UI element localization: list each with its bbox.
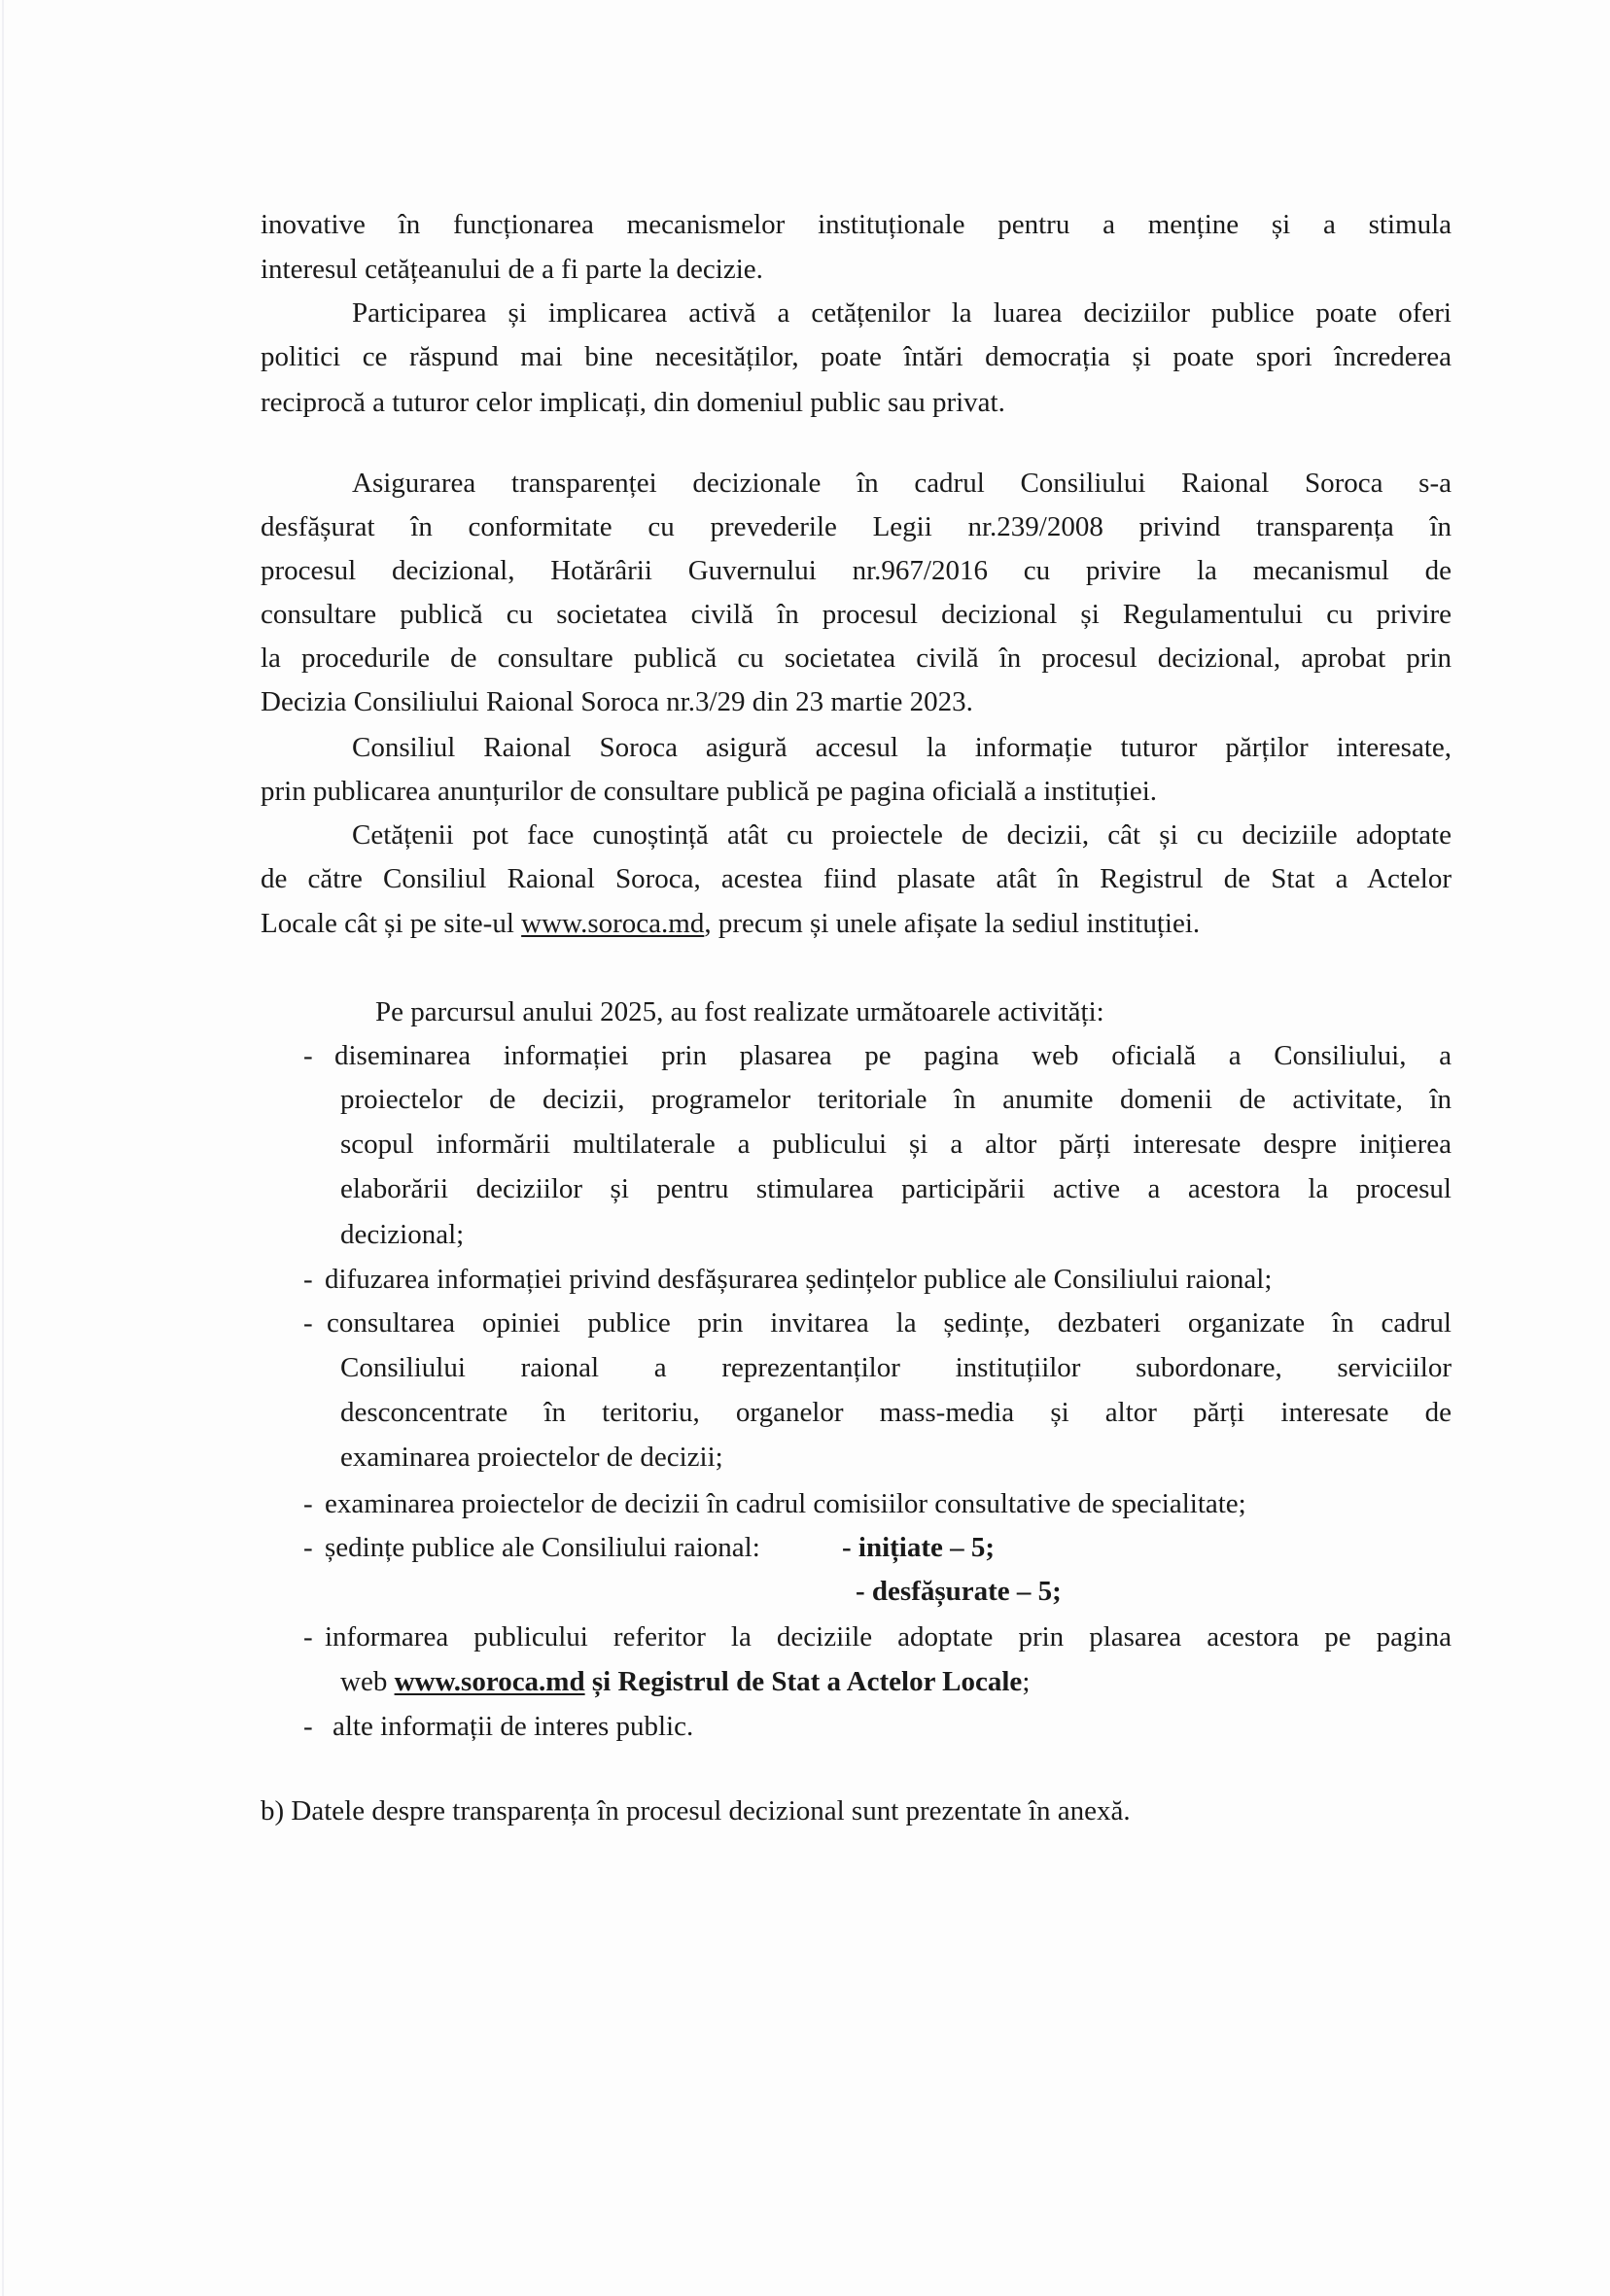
text-segment: , precum și unele afișate la sediul instituției. [704,908,1201,939]
text-segment: web [340,1666,395,1697]
text-line: de către Consiliul Raional Soroca, acestea fiind plasate atât în Registrul de Stat a Actelor [261,863,1452,894]
text-line: Consiliul Raional Soroca asigură accesul la informație tuturor părților interesate, [352,732,1452,763]
bullet-dash: - [303,1532,313,1563]
text-line: alte informații de interes public. [332,1711,694,1742]
bullet-dash: - [303,1711,313,1742]
text-line: Participarea și implicarea activă a cetățenilor la luarea deciziilor publice poate oferi [352,297,1452,329]
text-line: Asigurarea transparenței decizionale în cadrul Consiliului Raional Soroca s-a [352,468,1452,499]
text-line: Consiliului raional a reprezentanților instituțiilor subordonare, serviciilor [340,1352,1452,1383]
bullet-dash: - [303,1040,313,1071]
sessions-initiated-label: - inițiate – [842,1532,971,1563]
bullet-dash: - [303,1621,313,1652]
text-line: scopul informării multilaterale a publicului și a altor părți interesate despre inițierea [340,1129,1452,1160]
sessions-held-count: 5 [1037,1576,1053,1607]
sessions-initiated [842,1531,995,1564]
text-line: consultarea opiniei publice prin invitarea la ședințe, dezbateri organizate în cadrul [327,1307,1452,1339]
scan-edge [2,0,4,2296]
text-line: examinarea proiectelor de decizii; [340,1442,723,1473]
sessions-initiated-count: 5 [970,1532,986,1563]
text-line: ședințe publice ale Consiliului raional: [325,1532,760,1563]
text-line: diseminarea informației prin plasarea pe pagina web oficială a Consiliului, a [334,1040,1452,1071]
text-line: politici ce răspund mai bine necesităților, poate întări democrația și poate spori încrederea [261,341,1452,372]
bullet-dash: - [303,1488,313,1519]
section-b-annex-note: b) Datele despre transparența în procesul decizional sunt prezentate în anexă. [261,1795,1131,1826]
sessions-held-label: - desfășurate – [856,1576,1038,1607]
text-line [261,907,1200,940]
text-line: Decizia Consiliului Raional Soroca nr.3/29 din 23 martie 2023. [261,686,973,717]
registry-name: și Registrul de Stat a Actelor Locale [584,1666,1023,1697]
text-segment: ; [985,1532,996,1563]
text-line: prin publicarea anunțurilor de consultare publică pe pagina oficială a instituției. [261,776,1158,807]
text-segment: ; [1022,1666,1031,1697]
text-line: desfășurat în conformitate cu prevederile Legii nr.239/2008 privind transparența în [261,511,1452,542]
text-line: interesul cetățeanului de a fi parte la decizie. [261,254,763,285]
text-line: proiectelor de decizii, programelor teritoriale în anumite domenii de activitate, în [340,1084,1452,1115]
bullet-dash: - [303,1307,313,1339]
text-line: procesul decizional, Hotărârii Guvernului nr.967/2016 cu privire la mecanismul de [261,555,1452,586]
text-line: Cetățenii pot face cunoștință atât cu proiectele de decizii, cât și cu deciziile adoptate [352,819,1452,851]
activities-intro: Pe parcursul anului 2025, au fost realizate următoarele activități: [375,996,1104,1027]
text-line: elaborării deciziilor și pentru stimularea participării active a acestora la procesul [340,1173,1452,1204]
text-line: consultare publică cu societatea civilă în procesul decizional și Regulamentului cu privire [261,599,1452,630]
text-line: decizional; [340,1219,465,1250]
bullet-dash: - [303,1264,313,1295]
text-line: inovative în funcționarea mecanismelor instituționale pentru a menține și a stimula [261,209,1452,240]
text-line [340,1665,1030,1698]
text-line: examinarea proiectelor de decizii în cadrul comisiilor consultative de specialitate; [325,1488,1246,1519]
text-line: la procedurile de consultare publică cu societatea civilă în procesul decizional, aprobat prin [261,643,1452,674]
text-line: reciprocă a tuturor celor implicați, din domeniul public sau privat. [261,387,1005,418]
text-line: difuzarea informației privind desfășurarea ședințelor publice ale Consiliului raional; [325,1264,1273,1295]
text-line: desconcentrate în teritoriu, organelor mass-media și altor părți interesate de [340,1397,1452,1428]
text-segment: Locale cât și pe site-ul [261,908,522,939]
text-segment: ; [1052,1576,1062,1607]
website-link[interactable]: www.soroca.md [394,1666,585,1697]
website-link[interactable]: www.soroca.md [521,908,705,939]
text-line: informarea publicului referitor la deciziile adoptate prin plasarea acestora pe pagina [325,1621,1452,1652]
sessions-held [856,1575,1062,1608]
